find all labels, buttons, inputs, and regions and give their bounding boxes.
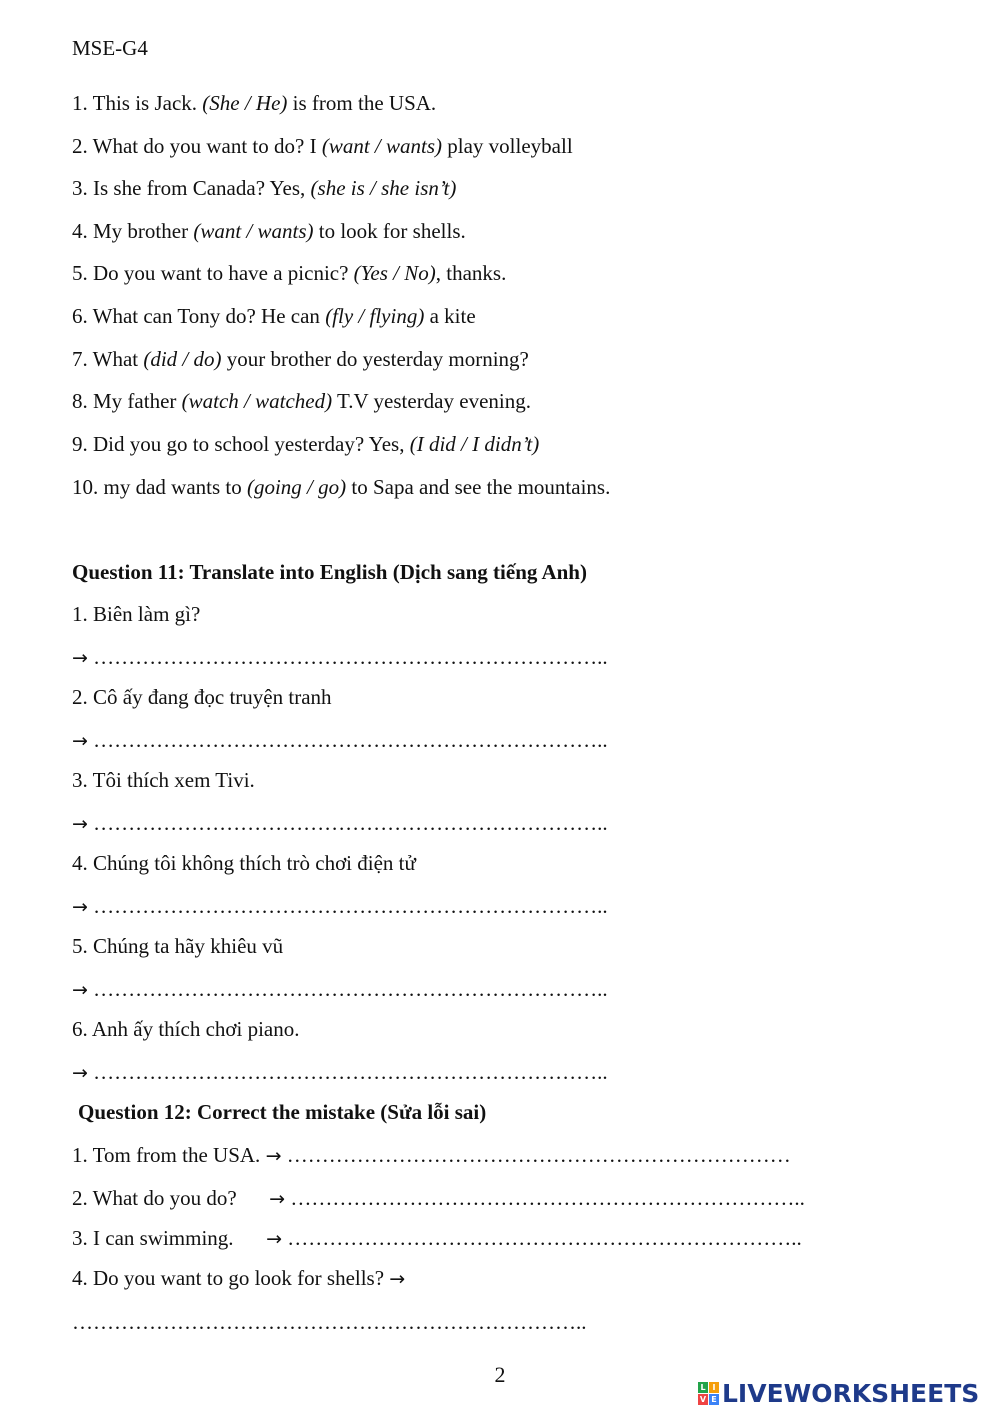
- liveworksheets-logo-text: LIVEWORKSHEETS: [722, 1378, 980, 1408]
- page-number: 2: [494, 1362, 506, 1387]
- arrow-icon: →: [72, 813, 88, 835]
- part1-item-7: 7. What (did / do) your brother do yesterday morning?: [72, 347, 529, 371]
- part1-item-4: 4. My brother (want / wants) to look for shells.: [72, 219, 466, 243]
- answer-field[interactable]: ………………………………………………………………..: [93, 645, 608, 669]
- answer-field[interactable]: ………………………………………………………………..: [93, 1060, 608, 1084]
- q11-item-4-answer-row: [72, 896, 608, 917]
- liveworksheets-logo: [698, 1380, 979, 1406]
- part1-item-2: 2. What do you want to do? I (want / wants) play volleyball: [72, 134, 573, 158]
- q12-item-1: 1. Tom from the USA. → ………………………………………………………………: [72, 1143, 791, 1167]
- q12-item-4: 4. Do you want to go look for shells? →: [72, 1266, 406, 1290]
- arrow-icon: →: [389, 1268, 406, 1290]
- question-12-title: Question 12: Correct the mistake (Sửa lỗi sai): [78, 1100, 487, 1124]
- choice[interactable]: (going / go): [246, 475, 347, 499]
- arrow-icon: →: [72, 647, 88, 669]
- arrow-icon: →: [72, 1062, 88, 1084]
- q11-item-1-answer-row: [72, 647, 608, 668]
- arrow-icon: →: [269, 1188, 286, 1210]
- liveworksheets-logo-icon: L I V E: [698, 1382, 719, 1405]
- part1-item-5: 5. Do you want to have a picnic? (Yes / No), thanks.: [72, 261, 507, 285]
- choice[interactable]: (watch / watched): [181, 389, 333, 413]
- answer-field[interactable]: ………………………………………………………………: [286, 1143, 791, 1167]
- choice[interactable]: (she is / she isn’t): [310, 176, 457, 200]
- q11-item-6-answer-row: [72, 1062, 608, 1083]
- q12-item-2: 2. What do you do? → ………………………………………………………………..: [72, 1186, 805, 1210]
- arrow-icon: →: [72, 896, 88, 918]
- choice[interactable]: (want / wants): [321, 134, 443, 158]
- q12-item-3: 3. I can swimming. → ………………………………………………………………..: [72, 1226, 802, 1250]
- answer-field[interactable]: ………………………………………………………………..: [93, 728, 608, 752]
- part1-item-1: 1. This is Jack. (She / He) is from the USA.: [72, 91, 437, 115]
- arrow-icon: →: [266, 1228, 282, 1250]
- answer-field[interactable]: ………………………………………………………………..: [93, 894, 608, 918]
- choice[interactable]: (want / wants): [193, 219, 314, 243]
- part1-item-3: 3. Is she from Canada? Yes, (she is / she isn’t): [72, 176, 457, 200]
- q11-item-6-text: 6. Anh ấy thích chơi piano.: [72, 1017, 300, 1041]
- q12-item-4-answer[interactable]: ………………………………………………………………..: [72, 1310, 587, 1334]
- part1-item-10: 10. my dad wants to (going / go) to Sapa and see the mountains.: [72, 475, 611, 499]
- answer-field[interactable]: ………………………………………………………………..: [93, 977, 608, 1001]
- question-11-title: Question 11: Translate into English (Dịch sang tiếng Anh): [72, 560, 587, 584]
- answer-field[interactable]: ………………………………………………………………..: [290, 1186, 805, 1210]
- choice[interactable]: (Yes / No): [353, 261, 436, 285]
- part1-item-9: 9. Did you go to school yesterday? Yes, (I did / I didn’t): [72, 432, 540, 456]
- header-code: MSE-G4: [72, 36, 148, 60]
- part1-item-6: 6. What can Tony do? He can (fly / flying) a kite: [72, 304, 476, 328]
- q11-item-3-answer-row: [72, 813, 608, 834]
- choice[interactable]: (She / He): [202, 91, 288, 115]
- arrow-icon: →: [72, 730, 88, 752]
- q11-item-1-text: 1. Biên làm gì?: [72, 602, 201, 626]
- q11-item-2-text: 2. Cô ấy đang đọc truyện tranh: [72, 685, 332, 709]
- q11-item-4-text: 4. Chúng tôi không thích trò chơi điện tử: [72, 851, 416, 875]
- arrow-icon: →: [265, 1145, 282, 1167]
- answer-field[interactable]: ………………………………………………………………..: [93, 811, 608, 835]
- q11-item-3-text: 3. Tôi thích xem Tivi.: [72, 768, 255, 792]
- choice[interactable]: (I did / I didn’t): [409, 432, 540, 456]
- part1-item-8: 8. My father (watch / watched) T.V yesterday evening.: [72, 389, 531, 413]
- answer-field[interactable]: ………………………………………………………………..: [287, 1226, 802, 1250]
- arrow-icon: →: [72, 979, 88, 1001]
- choice[interactable]: (fly / flying): [325, 304, 425, 328]
- q11-item-5-text: 5. Chúng ta hãy khiêu vũ: [72, 934, 284, 958]
- q11-item-2-answer-row: [72, 730, 608, 751]
- q11-item-5-answer-row: [72, 979, 608, 1000]
- choice[interactable]: (did / do): [143, 347, 222, 371]
